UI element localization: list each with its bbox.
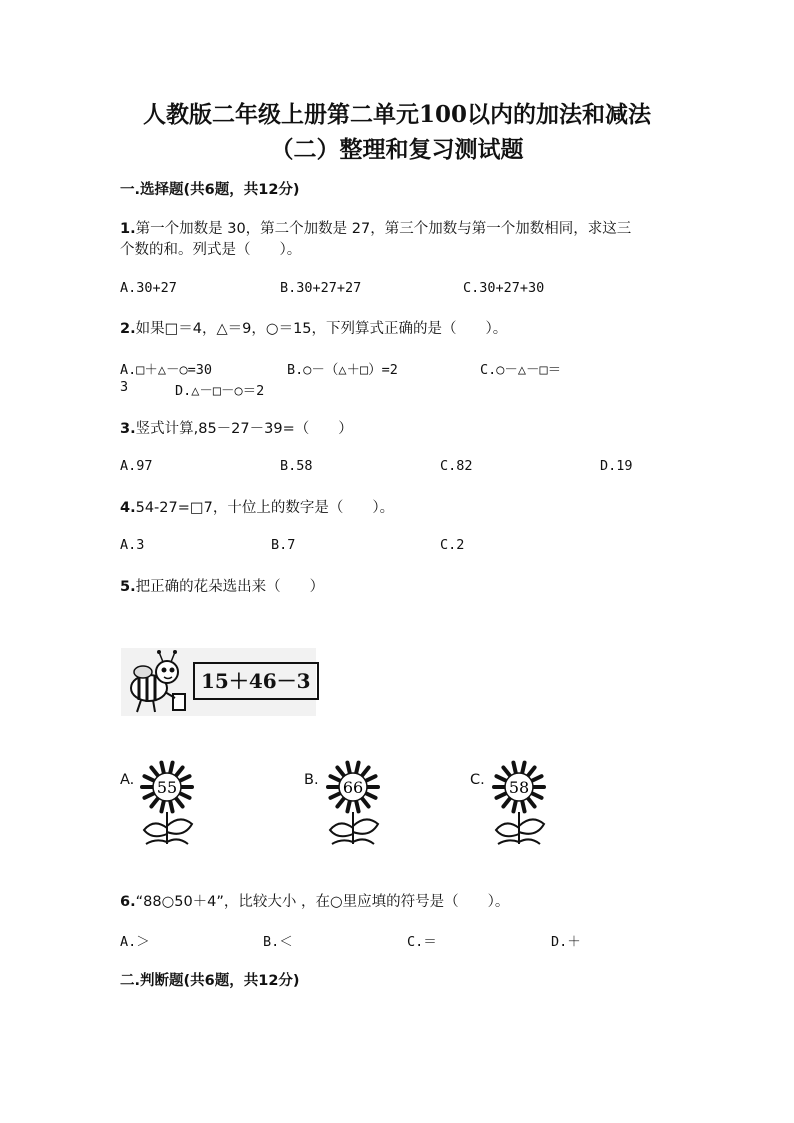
question-1-line2: 个数的和。列式是（ ）。 [120, 242, 302, 258]
question-text: 54-27=□7，十位上的数字是（ ）。 [135, 500, 395, 516]
question-number: 3. [120, 421, 136, 437]
option-c[interactable]: C.＝ [407, 934, 437, 950]
option-c[interactable]: C.82 [440, 458, 473, 474]
flower-option-a-label: A. [120, 772, 135, 788]
option-c[interactable]: C.○－△－□＝ [480, 362, 562, 378]
option-c-continued: 3 [120, 379, 129, 395]
question-number: 2. [120, 321, 136, 337]
option-b[interactable]: B.30+27+27 [280, 280, 362, 296]
flower-number: 55 [156, 778, 178, 797]
question-text: “88○50＋4”，比较大小 ，在○里应填的符号是（ ）。 [135, 894, 510, 910]
bee-illustration [121, 648, 316, 716]
question-5 [120, 575, 324, 596]
question-number: 5. [120, 579, 136, 595]
bee-icon [121, 648, 191, 716]
option-a[interactable]: A.3 [120, 537, 145, 553]
section-heading-choice: 一.选择题(共6题，共12分) [120, 182, 300, 198]
option-b[interactable]: B.7 [271, 537, 296, 553]
option-b[interactable]: B.○－（△＋□）=2 [287, 362, 398, 378]
sunflower-icon [136, 758, 198, 846]
question-text: 如果□＝4，△＝9，○＝15，下列算式正确的是（ ）。 [135, 321, 508, 337]
expression-box: 15＋46－3 [193, 662, 319, 700]
question-1 [120, 217, 631, 238]
question-number: 1. [120, 221, 136, 237]
sunflower-icon [322, 758, 384, 846]
option-d[interactable]: D.△－□－○＝2 [175, 383, 265, 399]
section-heading-judgment: 二.判断题(共6题，共12分) [120, 973, 300, 989]
question-4 [120, 496, 394, 517]
option-a[interactable]: A.97 [120, 458, 153, 474]
flower-option-c[interactable] [488, 758, 550, 850]
option-a[interactable]: A.30+27 [120, 280, 177, 296]
flower-number: 58 [508, 778, 530, 797]
option-d[interactable]: D.＋ [551, 934, 581, 950]
question-number: 6. [120, 894, 136, 910]
option-b[interactable]: B.58 [280, 458, 313, 474]
option-b[interactable]: B.＜ [263, 934, 293, 950]
page-title-line1: 人教版二年级上册第二单元100以内的加法和减法 [142, 101, 651, 128]
question-2 [120, 317, 507, 338]
flower-option-a[interactable] [136, 758, 198, 850]
question-text: 把正确的花朵选出来（ ） [135, 579, 325, 595]
question-text: 竖式计算,85－27－39=（ ） [135, 421, 353, 437]
option-a[interactable]: A.□＋△－○=30 [120, 362, 213, 378]
question-3 [120, 417, 353, 438]
flower-option-b-label: B. [304, 772, 319, 788]
sunflower-icon [488, 758, 550, 846]
page-title-line2: （二）整理和复习测试题 [270, 136, 524, 163]
option-d[interactable]: D.19 [600, 458, 633, 474]
question-text: 第一个加数是 30，第二个加数是 27，第三个加数与第一个加数相同，求这三 [135, 221, 632, 237]
option-c[interactable]: C.30+27+30 [463, 280, 545, 296]
question-number: 4. [120, 500, 136, 516]
option-a[interactable]: A.＞ [120, 934, 150, 950]
flower-option-c-label: C. [470, 772, 485, 788]
flower-option-b[interactable] [322, 758, 384, 850]
question-6 [120, 890, 509, 911]
option-c[interactable]: C.2 [440, 537, 465, 553]
flower-number: 66 [342, 778, 364, 797]
